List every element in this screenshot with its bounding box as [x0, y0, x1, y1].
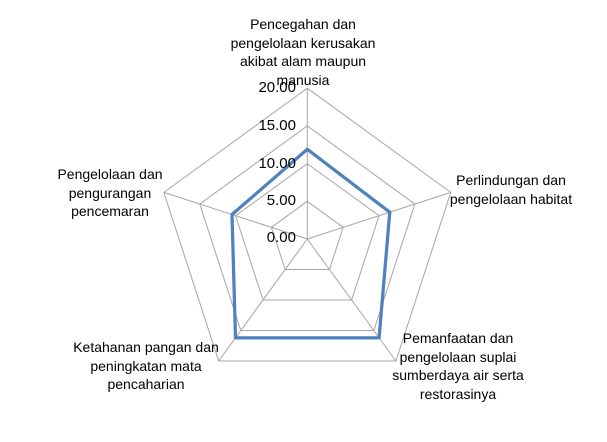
axis-tick-5: 5.00 [266, 192, 296, 209]
category-label-line: manusia [276, 71, 330, 88]
axis-tick-10: 10.00 [258, 154, 296, 172]
axis-tick-20: 20.00 [258, 79, 296, 96]
category-label-line: akibat alam maupun [239, 53, 367, 69]
category-label-line: Pengelolaan dan [57, 166, 163, 182]
category-label-ketahanan [73, 338, 219, 394]
category-label-line: Pemanfaatan dan [402, 330, 514, 346]
category-label-line: restorasinya [419, 385, 497, 402]
category-label-pengelolaan [57, 165, 162, 221]
category-label-line: Perlindungan dan [456, 172, 566, 188]
category-label-line: Pencegahan dan [250, 16, 356, 32]
axis-tick-0: 0.00 [266, 228, 296, 246]
category-label-line: pengurangan [68, 184, 152, 201]
category-label-perlindungan [450, 171, 572, 208]
category-label-line: pengelolaan suplai [399, 348, 517, 365]
category-label-line: pencemaran [71, 203, 149, 219]
category-label-line: pencaharian [107, 376, 185, 392]
category-label-pencegahan [231, 15, 376, 89]
category-label-line: pengelolaan habitat [449, 190, 573, 207]
category-label-line: sumberdaya air serta [392, 367, 524, 383]
category-label-line: pengelolaan kerusakan [230, 34, 376, 51]
category-label-pemanfaatan [392, 329, 524, 403]
grid-spoke-1 [307, 192, 450, 239]
category-label-line: Ketahanan pangan dan [73, 339, 219, 355]
axis-tick-15: 15.00 [258, 117, 296, 134]
category-label-line: peningkatan mata [90, 357, 202, 374]
